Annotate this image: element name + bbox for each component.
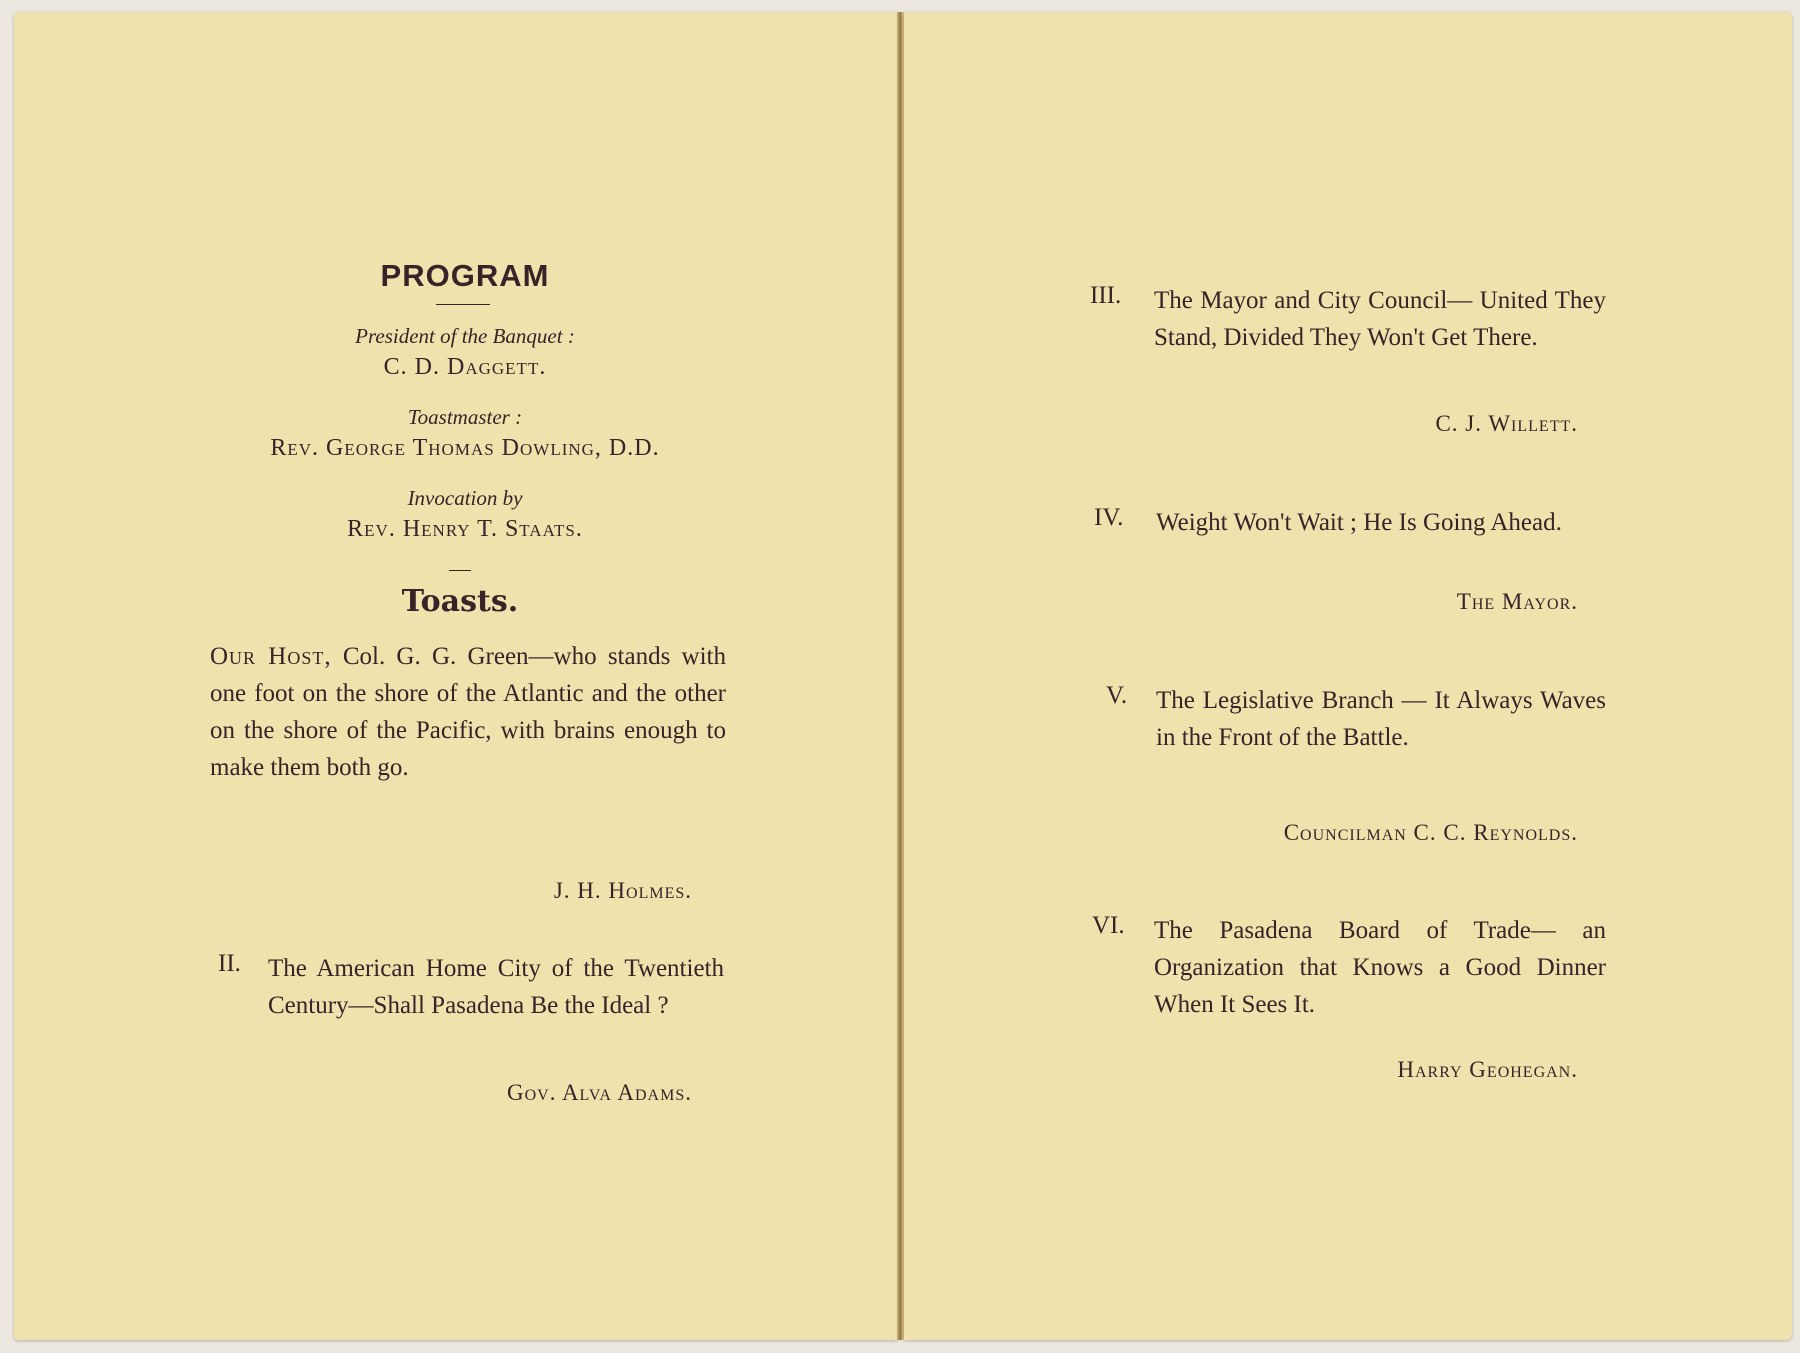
toasts-heading: Toasts. (401, 584, 519, 619)
toast-5-numeral: V. (1106, 682, 1128, 709)
right-page (904, 12, 1792, 1340)
toast-4-text: Weight Won't Wait ; He Is Going Ahead. (1156, 509, 1562, 536)
toast-1 (210, 638, 726, 786)
toast-2-numeral: II. (218, 950, 241, 977)
toast-1-lead: Our Host, (210, 643, 332, 670)
section-rule (449, 570, 471, 571)
toast-6-numeral: VI. (1092, 912, 1125, 939)
toast-1-text: Col. G. G. Green—who stands with one foot on the shore of the Atlantic and the other on the shore of the Pacific, with brains enough to make them both go. (210, 643, 726, 781)
toast-5-speaker: Councilman C. C. Reynolds. (1283, 820, 1578, 845)
toast-5-text: The Legislative Branch — It Always Waves in the Front of the Battle. (1156, 687, 1606, 751)
invocation-label: Invocation by (407, 486, 523, 510)
toast-4-numeral: IV. (1094, 504, 1124, 531)
toastmaster-name: Rev. George Thomas Dowling, D.D. (270, 435, 660, 461)
president-name: C. D. Daggett. (383, 354, 547, 380)
toast-6-text: The Pasadena Board of Trade— an Organization that Knows a Good Dinner When It Sees It. (1154, 917, 1606, 1018)
heading-rule (436, 304, 490, 305)
toast-6-speaker: Harry Geohegan. (1397, 1057, 1578, 1082)
toast-4-speaker: The Mayor. (1456, 589, 1578, 614)
toast-2-speaker: Gov. Alva Adams. (507, 1080, 692, 1105)
toast-3-numeral: III. (1090, 282, 1122, 309)
toast-2-text: The American Home City of the Twentieth Century—Shall Pasadena Be the Ideal ? (268, 955, 724, 1019)
toast-3-speaker: C. J. Willett. (1435, 411, 1578, 436)
toast-1-speaker: J. H. Holmes. (553, 878, 692, 903)
president-label: President of the Banquet : (355, 324, 575, 348)
invocation-name: Rev. Henry T. Staats. (347, 516, 583, 542)
toast-3-text: The Mayor and City Council— United They Stand, Divided They Won't Get There. (1154, 287, 1606, 351)
toastmaster-label: Toastmaster : (407, 405, 523, 429)
program-heading: PROGRAM (380, 258, 550, 293)
